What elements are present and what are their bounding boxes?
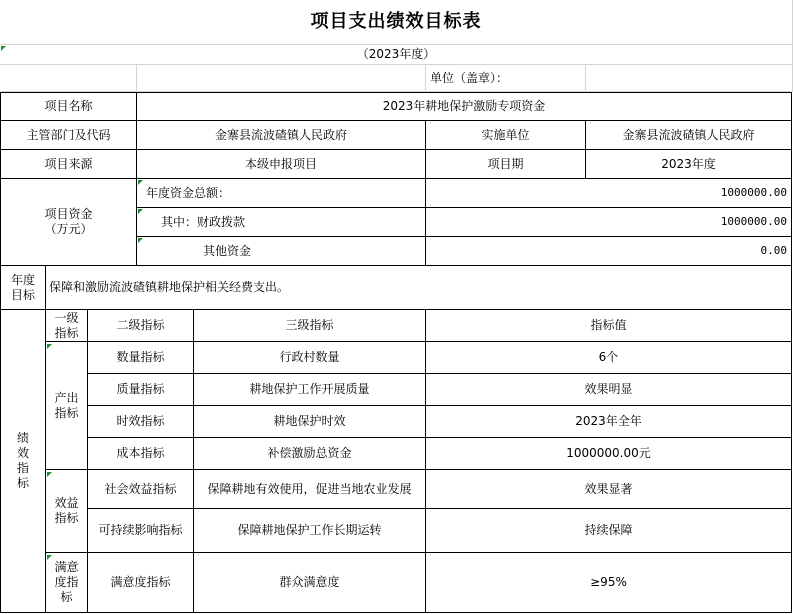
unit-stamp-value[interactable] [586, 65, 793, 92]
row-level2[interactable]: 时效指标 [87, 405, 194, 438]
source-value[interactable]: 本级申报项目 [136, 149, 426, 179]
row-level3[interactable]: 保障耕地保护工作长期运转 [193, 508, 426, 553]
row-value[interactable]: 效果显著 [425, 469, 792, 509]
row-level2[interactable]: 满意度指标 [87, 552, 194, 613]
project-name-label[interactable]: 项目名称 [0, 92, 137, 121]
row-level3[interactable]: 补偿激励总资金 [193, 437, 426, 470]
row-level3[interactable]: 行政村数量 [193, 341, 426, 374]
cell-note-marker [47, 555, 52, 560]
source-label[interactable]: 项目来源 [0, 149, 137, 179]
funds-label[interactable]: 项目资金 （万元） [0, 178, 137, 266]
year-label[interactable]: （2023年度） [0, 45, 793, 65]
project-name-value[interactable]: 2023年耕地保护激励专项资金 [136, 92, 792, 121]
funds-total-value[interactable]: 1000000.00 [425, 178, 792, 208]
row-value[interactable]: 持续保障 [425, 508, 792, 553]
annual-goal-value[interactable]: 保障和激励流波碴镇耕地保护相关经费支出。 [45, 265, 792, 310]
empty-cell-a[interactable] [0, 65, 137, 92]
cell-note-marker [47, 344, 52, 349]
funds-fiscal-value[interactable]: 1000000.00 [425, 207, 792, 237]
dept-label[interactable]: 主管部门及代码 [0, 120, 137, 150]
header-value[interactable]: 指标值 [425, 309, 792, 342]
period-label[interactable]: 项目期 [425, 149, 586, 179]
sheet-title[interactable]: 项目支出绩效目标表 [0, 0, 793, 45]
row-value[interactable]: 6个 [425, 341, 792, 374]
row-level3[interactable]: 耕地保护时效 [193, 405, 426, 438]
header-level3[interactable]: 三级指标 [193, 309, 426, 342]
impl-unit-label[interactable]: 实施单位 [425, 120, 586, 150]
impl-unit-value[interactable]: 金寨县流波碴镇人民政府 [585, 120, 792, 150]
row-level3[interactable]: 保障耕地有效使用，促进当地农业发展 [193, 469, 426, 509]
group-satisfaction-label[interactable]: 满意 度指 标 [45, 552, 88, 613]
unit-stamp-label[interactable]: 单位（盖章）： [426, 65, 586, 92]
header-level1[interactable]: 一级 指标 [45, 309, 88, 342]
period-value[interactable]: 2023年度 [585, 149, 792, 179]
cell-note-marker [47, 472, 52, 477]
dept-value[interactable]: 金寨县流波碴镇人民政府 [136, 120, 426, 150]
funds-other-label[interactable]: 其他资金 [136, 236, 426, 266]
group-output-label[interactable]: 产出 指标 [45, 341, 88, 470]
cell-note-marker [138, 209, 143, 214]
row-value[interactable]: 1000000.00元 [425, 437, 792, 470]
row-level2[interactable]: 社会效益指标 [87, 469, 194, 509]
funds-fiscal-label[interactable]: 其中：财政拨款 [136, 207, 426, 237]
row-level2[interactable]: 成本指标 [87, 437, 194, 470]
row-level2[interactable]: 质量指标 [87, 373, 194, 406]
row-level2[interactable]: 数量指标 [87, 341, 194, 374]
row-value[interactable]: 效果明显 [425, 373, 792, 406]
funds-other-value[interactable]: 0.00 [425, 236, 792, 266]
group-benefit-label[interactable]: 效益 指标 [45, 469, 88, 553]
empty-cell-b[interactable] [137, 65, 426, 92]
row-level3[interactable]: 耕地保护工作开展质量 [193, 373, 426, 406]
header-level2[interactable]: 二级指标 [87, 309, 194, 342]
cell-note-marker [138, 238, 143, 243]
row-level2[interactable]: 可持续影响指标 [87, 508, 194, 553]
performance-indicators-label[interactable]: 绩 效 指 标 [0, 309, 46, 613]
funds-total-label[interactable]: 年度资金总额： [136, 178, 426, 208]
row-level3[interactable]: 群众满意度 [193, 552, 426, 613]
cell-note-marker [138, 180, 143, 185]
row-value[interactable]: 2023年全年 [425, 405, 792, 438]
row-value[interactable]: ≥95% [425, 552, 792, 613]
cell-note-marker [1, 46, 6, 51]
annual-goal-label[interactable]: 年度 目标 [0, 265, 46, 310]
